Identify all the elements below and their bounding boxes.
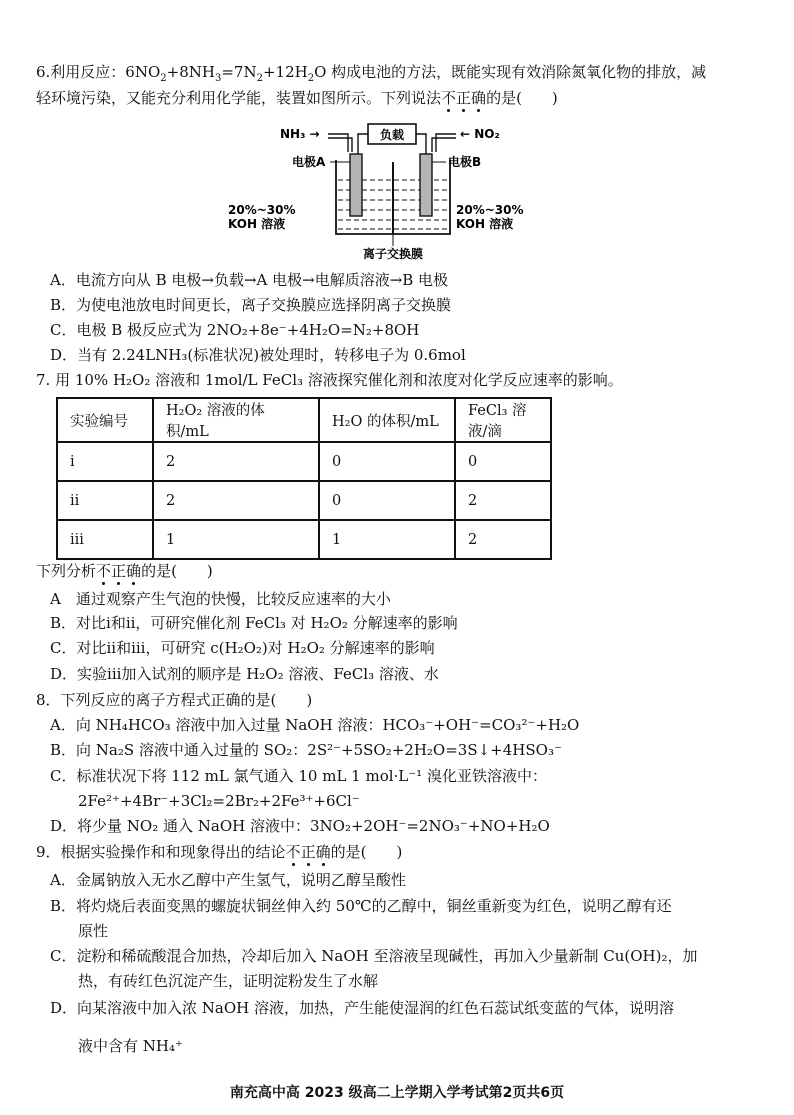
q9-option-b: B．将灼烧后表面变黑的螺旋状铜丝伸入约 50℃的乙醇中，铜丝重新变为红色，说明乙醇有还 [50,897,672,915]
q7-option-b: B．对比i和ii，可研究催化剂 FeCl₃ 对 H₂O₂ 分解速率的影响 [50,614,458,632]
table-header-cell: 实验编号 [57,398,153,442]
table-header-row [57,398,551,442]
koh-left-label-2: KOH 溶液 [228,217,286,231]
electrode-b-label: 电极B [448,155,482,169]
load-label: 负载 [379,128,405,142]
wire-right [416,134,426,154]
table-header-cell: FeCl₃ 溶液/滴 [455,398,551,442]
table-cell: i [57,442,153,481]
table-cell: 2 [153,481,319,520]
q6-stem-line-1: 6.利用反应：$6NO_2+8NH_3=7N_2+12H_2O$ 构成电池的方法，既能实现有效消除氮氧化物的排放，减 [36,63,707,84]
q9-option-d: D．向某溶液中加入浓 NaOH 溶液，加热，产生能使湿润的红色石蕊试纸变蓝的气体，说明溶 [50,999,675,1017]
q6-option-b: B．为使电池放电时间更长，离子交换膜应选择阴离子交换膜 [50,296,452,314]
q7-ask: 下列分析不正确的是( ) [36,562,213,580]
table-cell: 0 [319,481,455,520]
no2-label: ← NO₂ [460,127,500,141]
q8-option-a: A．向 NH₄HCO₃ 溶液中加入过量 NaOH 溶液：HCO₃⁻+OH⁻=CO₃²⁻+H₂O [50,716,580,734]
q7-option-d: D．实验iii加入试剂的顺序是 H₂O₂ 溶液、FeCl₃ 溶液、水 [50,665,439,683]
q7-experiment-table [56,397,552,560]
table-cell: 2 [455,481,551,520]
q9-option-c: C．淀粉和稀硫酸混合加热，冷却后加入 NaOH 至溶液呈现碱性，再加入少量新制 Cu(OH)₂，加 [50,947,698,965]
electrode-a [350,154,362,216]
q9-stem: 9．根据实验操作和和现象得出的结论不正确的是( ) [36,843,403,861]
q6-stem-line-2: 轻环境污染，又能充分利用化学能，装置如图所示。下列说法不正确的是( ) [36,89,558,107]
q8-option-d: D．将少量 NO₂ 通入 NaOH 溶液中：3NO₂+2OH⁻=2NO₃⁻+NO+H₂O [50,817,550,835]
q9-option-c-cont: 热，有砖红色沉淀产生，证明淀粉发生了水解 [78,972,379,990]
battery-diagram [228,122,530,262]
table-header-cell: H₂O 的体积/mL [319,398,455,442]
koh-left-label-1: 20%~30% [228,203,296,217]
koh-right-label-2: KOH 溶液 [456,217,514,231]
wire-left [358,134,368,154]
electrode-b [420,154,432,216]
table-cell: 2 [455,520,551,559]
table-cell: 0 [455,442,551,481]
table-cell: 1 [319,520,455,559]
table-cell: ii [57,481,153,520]
table-cell: iii [57,520,153,559]
q7-option-c: C．对比ii和iii，可研究 c(H₂O₂)对 H₂O₂ 分解速率的影响 [50,639,435,657]
q9-option-d-cont: 液中含有 NH₄⁺ [78,1037,183,1055]
membrane-label: 离子交换膜 [362,247,424,261]
q8-option-c-equation: 2Fe²⁺+4Br⁻+3Cl₂=2Br₂+2Fe³⁺+6Cl⁻ [78,792,360,810]
q8-option-b: B．向 Na₂S 溶液中通入过量的 SO₂：2S²⁻+5SO₂+2H₂O=3S↓+4HSO₃⁻ [50,741,562,759]
nh3-label: NH₃ → [280,127,320,141]
electrode-a-label: 电极A [292,155,326,169]
q8-stem: 8．下列反应的离子方程式正确的是( ) [36,691,313,709]
table-row [57,481,551,520]
table-cell: 0 [319,442,455,481]
q6-option-a: A．电流方向从 B 电极→负载→A 电极→电解质溶液→B 电极 [50,271,449,289]
table-row [57,442,551,481]
koh-right-label-1: 20%~30% [456,203,524,217]
q6-option-c: C．电极 B 极反应式为 2NO₂+8e⁻+4H₂O=N₂+8OH [50,321,420,339]
page-footer: 南充高中高 2023 级高二上学期入学考试第2页共6页 [229,1085,565,1101]
q7-stem: 7. 用 10% H₂O₂ 溶液和 1mol/L FeCl₃ 溶液探究催化剂和浓度对化学反应速率的影响。 [36,371,623,389]
table-cell: 1 [153,520,319,559]
no2-tube [436,134,456,152]
q6-option-d: D．当有 2.24LNH₃(标准状况)被处理时，转移电子为 0.6mol [50,346,466,364]
q8-option-c: C．标准状况下将 112 mL 氯气通入 10 mL 1 mol·L⁻¹ 溴化亚铁溶液中： [50,767,547,785]
q9-option-b-cont: 原性 [78,922,109,940]
q7-option-a: A 通过观察产生气泡的快慢，比较反应速率的大小 [50,590,391,608]
table-header-cell: H₂O₂ 溶液的体积/mL [153,398,319,442]
q9-option-a: A．金属钠放入无水乙醇中产生氢气，说明乙醇呈酸性 [50,871,406,889]
table-cell: 2 [153,442,319,481]
nh3-tube [328,134,348,152]
table-row [57,520,551,559]
